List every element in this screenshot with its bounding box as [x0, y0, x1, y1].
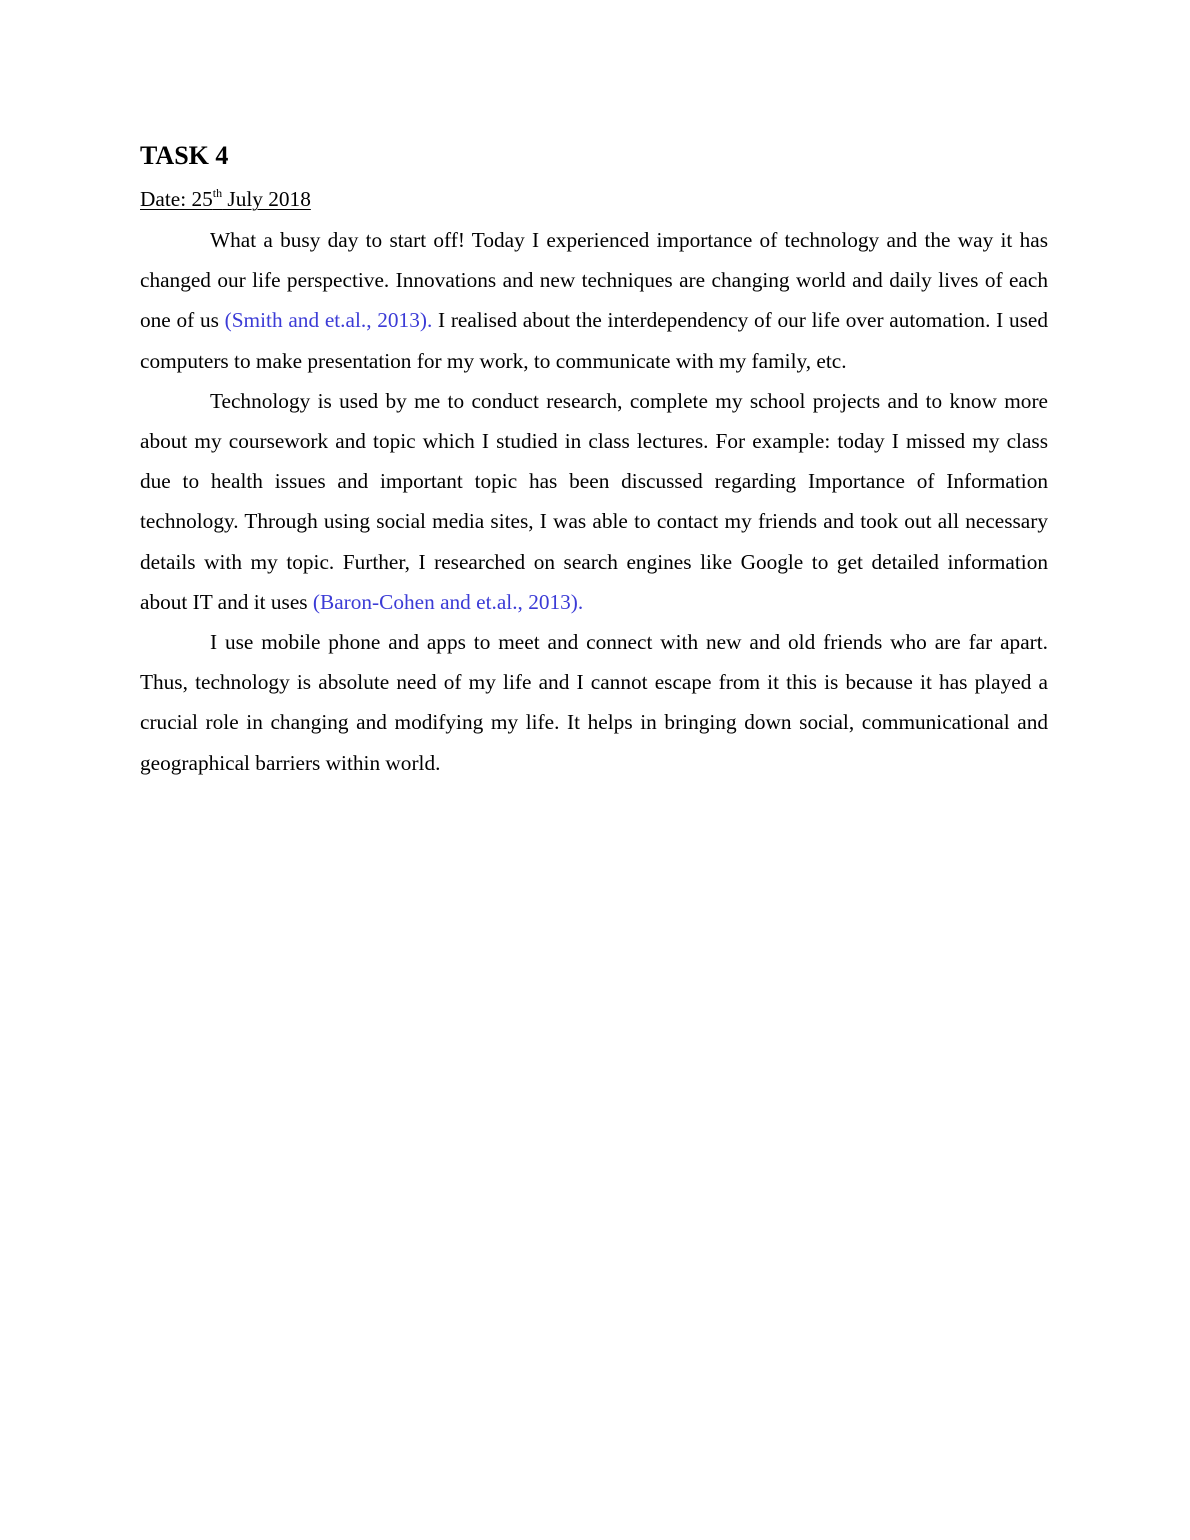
citation-baron-cohen: (Baron-Cohen and et.al., 2013). [312, 589, 584, 614]
date-prefix: Date: 25 [140, 187, 213, 211]
date-ordinal-suffix: th [212, 186, 223, 200]
paragraph-1-text-after: I realised about the interdependency of our life over automation. I used computers to make presentation for my work, to communicate with my family, etc. [140, 308, 1048, 373]
citation-smith: (Smith and et.al., 2013). [224, 308, 433, 333]
paragraph-3 [140, 622, 1048, 783]
page-title: TASK 4 [140, 141, 229, 170]
paragraph-1-text-before: What a busy day to start off! Today I experienced importance of technology and the way it has changed our life perspective. Innovations and new techniques are changing world and daily lives of each one of us [140, 228, 1048, 333]
paragraph-1 [140, 220, 1048, 381]
paragraph-2 [140, 381, 1048, 622]
date-rest: July 2018 [222, 187, 311, 211]
paragraph-3-text: I use mobile phone and apps to meet and connect with new and old friends who are far apart. Thus, technology is absolute need of my life and I cannot escape from it this is because it has played a crucial role in changing and modifying my life. It helps in bringing down social, communicational and geographical barriers within world. [140, 630, 1048, 775]
document-page [140, 138, 1048, 783]
paragraph-2-text-before: Technology is used by me to conduct research, complete my school projects and to know more about my coursework and topic which I studied in class lectures. For example: today I missed my class due to health issues and important topic has been discussed regarding Importance of Information technology. Through using social media sites, I was able to contact my friends and took out all necessary details with my topic. Further, I researched on search engines like Google to get detailed information about IT and it uses [140, 388, 1048, 614]
document-date [140, 184, 1048, 214]
